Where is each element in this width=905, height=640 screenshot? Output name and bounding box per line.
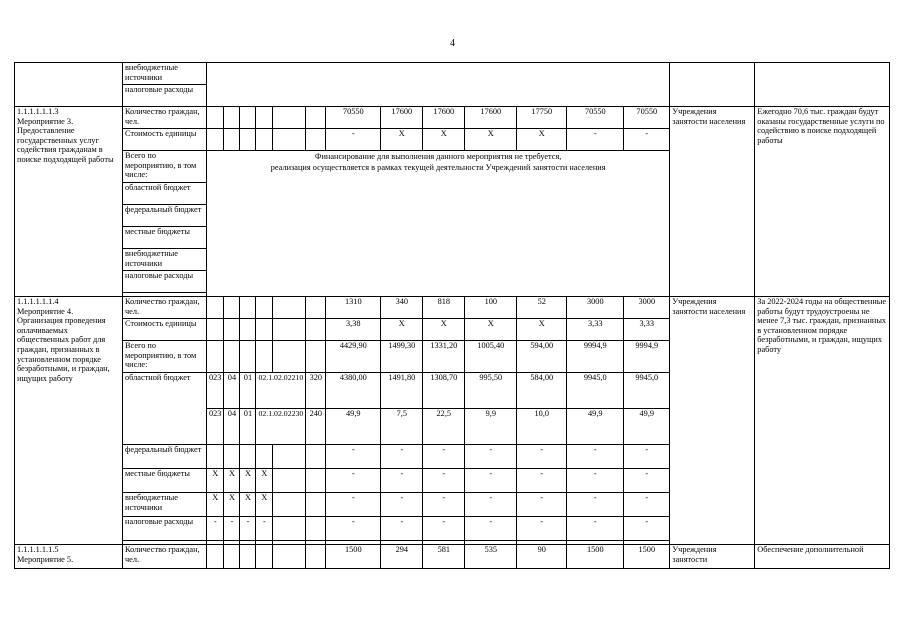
event4-result: За 2022-2024 годы на общественные работы будут трудоустроены не менее 7,3 тыс. граждан, признанных в установленном порядке безработными, и граждан, ищущих работу [755, 297, 890, 545]
row-label-regional: областной бюджет [123, 183, 207, 205]
row-label-cost: Стоимость единицы [123, 129, 207, 151]
financing-note: Финансирование для выполнения данного мероприятия не требуется, реализация осуществляется в рамках текущей деятельности Учреждений занятости населения [207, 151, 670, 297]
event3-name: 1.1.1.1.1.1.3 Мероприятие 3. Предоставление государственных услуг содействия гражданам в поиске подходящей работы [15, 107, 123, 297]
row-label-tax: налоговые расходы [123, 85, 207, 107]
event3-result: Ежегодно 70,6 тыс. граждан будут оказаны государственные услуги по содействию в поиске подходящей работы [755, 107, 890, 297]
row-label-federal: федеральный бюджет [123, 445, 207, 469]
row-label-total: Всего по мероприятию, в том числе: [123, 341, 207, 373]
row-label-ext-sources: внебюджетные источники [123, 63, 207, 85]
table-row: областной бюджет 023 04 01 02.1.02.02210 320 4380,00 1491,80 1308,70 995,50 584,00 9945,0 9945,0 [15, 373, 890, 409]
row-label-count: Количество граждан, чел. [123, 297, 207, 319]
cell-empty [670, 63, 755, 107]
row-label-cost: Стоимость единицы [123, 319, 207, 341]
page-number: 4 [450, 38, 455, 49]
row-label-tax: налоговые расходы [123, 271, 207, 293]
event4-executor: Учреждения занятости населения [670, 297, 755, 545]
event5-result: Обеспечение дополнительной [755, 545, 890, 569]
table-row: 1.1.1.1.1.1.4 Мероприятие 4. Организация проведения оплачиваемых общественных работ для граждан, признанных в установленном порядке безработными, и граждан, ищущих работу Количество граждан, чел. 1310 340 818 100 52 3000 3000 Учреждения занятости населения За 2022-2024 годы на общественные работы будут трудоустроены не менее 7,3 тыс. граждан, признанных в установленном порядке безработными, и граждан, ищущих работу [15, 297, 890, 319]
row-label-local: местные бюджеты [123, 227, 207, 249]
event5-name: 1.1.1.1.1.1.5 Мероприятие 5. [15, 545, 123, 569]
table-row [15, 63, 890, 85]
event4-name: 1.1.1.1.1.1.4 Мероприятие 4. Организация проведения оплачиваемых общественных работ для граждан, признанных в установленном порядке безработными, и граждан, ищущих работу [15, 297, 123, 545]
row-label-tax: налоговые расходы [123, 517, 207, 541]
table-row: Стоимость единицы 3,38 Х Х Х Х 3,33 3,33 [15, 319, 890, 341]
table-row: налоговые расходы - - - - - - - - - - - [15, 517, 890, 541]
event5-executor: Учреждения занятости [670, 545, 755, 569]
table-row: 023 04 01 02.1.02.02230 240 49,9 7,5 22,5 9,9 10,0 49,9 49,9 [15, 409, 890, 445]
table-row: местные бюджеты Х Х Х Х - - - - - - - [15, 469, 890, 493]
table-row: Всего по мероприятию, в том числе: 4429,90 1499,30 1331,20 1005,40 594,00 9994,9 9994,9 [15, 341, 890, 373]
row-label-total: Всего по мероприятию, в том числе: [123, 151, 207, 183]
row-label-federal: федеральный бюджет [123, 205, 207, 227]
table-row: 1.1.1.1.1.1.5 Мероприятие 5. Количество граждан, чел. 1500 294 581 535 90 1500 1500 Учреждения занятости Обеспечение дополнительной [15, 545, 890, 569]
table-row: федеральный бюджет - - - - - - - [15, 445, 890, 469]
program-table [14, 62, 890, 569]
row-label-local: местные бюджеты [123, 469, 207, 493]
table-row: Стоимость единицы - Х Х Х Х - - [15, 129, 890, 151]
row-label-ext-sources: внебюджетные источники [123, 493, 207, 517]
table-row: внебюджетные источники Х Х Х Х - - - - - - - [15, 493, 890, 517]
event3-executor: Учреждения занятости населения [670, 107, 755, 297]
row-label-ext-sources: внебюджетные источники [123, 249, 207, 271]
table-row: 1.1.1.1.1.1.3 Мероприятие 3. Предоставление государственных услуг содействия гражданам в поиске подходящей работы Количество граждан, чел. 70550 17600 17600 17600 17750 70550 70550 Учреждения занятости населения Ежегодно 70,6 тыс. граждан будут оказаны государственные услуги по содействию в поиске подходящей работы [15, 107, 890, 129]
cell-empty [207, 63, 670, 107]
row-label-count: Количество граждан, чел. [123, 107, 207, 129]
row-label-count: Количество граждан, чел. [123, 545, 207, 569]
row-label-regional: областной бюджет [123, 373, 207, 445]
cell-empty [755, 63, 890, 107]
cell-empty [15, 63, 123, 107]
